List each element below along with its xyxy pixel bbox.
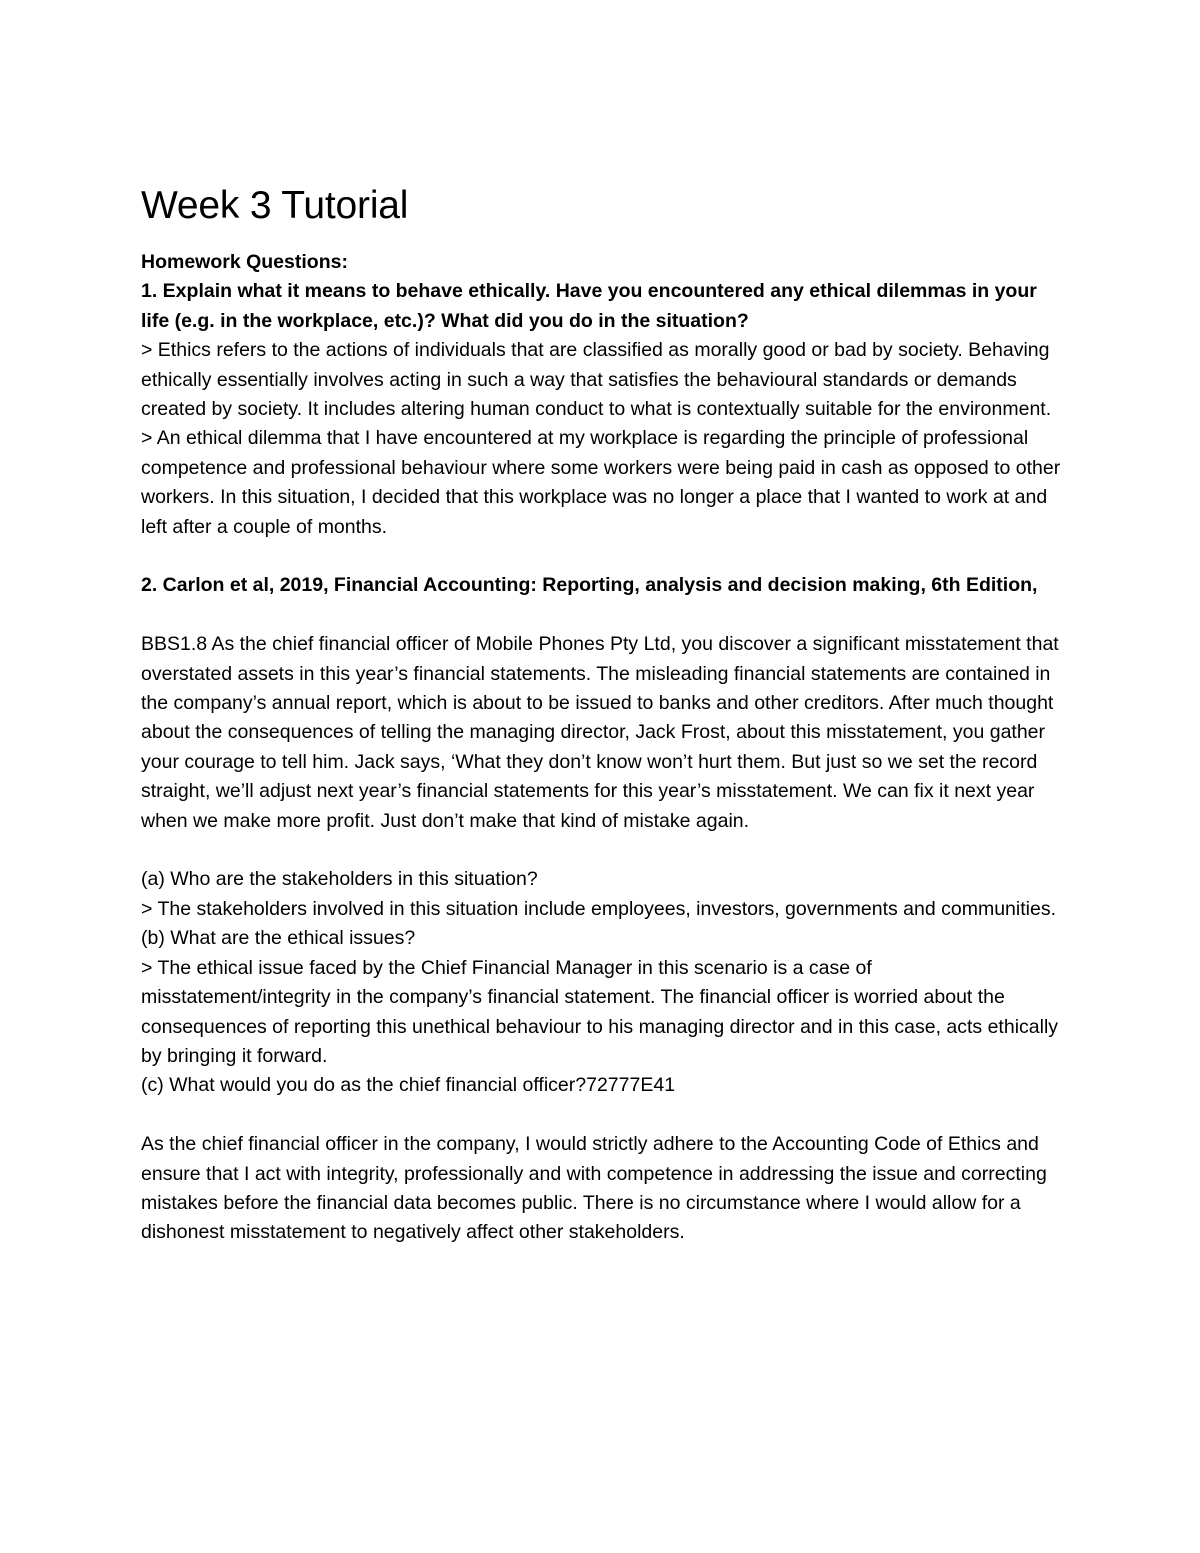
homework-heading: Homework Questions: — [141, 251, 348, 273]
document-page — [141, 178, 1061, 1248]
part-a-answer: > The stakeholders involved in this situation include employees, investors, governments and communities. — [141, 897, 1056, 920]
part-b-answer: > The ethical issue faced by the Chief Financial Manager in this scenario is a case of misstatement/integrity in the company’s financial statement. The financial officer is worried about the consequences of reporting this unethical behaviour to his managing director and in this case, acts ethically by bringing it forward. — [141, 956, 1059, 1067]
question-2-reference: 2. Carlon et al, 2019, Financial Accounting: Reporting, analysis and decision making, 6th Edition, — [141, 574, 1038, 597]
part-b-question: (b) What are the ethical issues? — [141, 927, 416, 950]
question-1: 1. Explain what it means to behave ethically. Have you encountered any ethical dilemmas in your life (e.g. in the workplace, etc.)? What did you do in the situation? — [141, 280, 1037, 332]
spacer — [141, 836, 1061, 865]
part-a-question: (a) Who are the stakeholders in this situation? — [141, 868, 538, 891]
question-1-answer-2: > An ethical dilemma that I have encountered at my workplace is regarding the principle of professional competence and professional behaviour where some workers were being paid in cash as opposed to other workers. In this situation, I decided that this workplace was no longer a place that I wanted to work at and left after a couple of months. — [141, 427, 1061, 538]
part-c-answer: As the chief financial officer in the company, I would strictly adhere to the Accounting Code of Ethics and ensure that I act with integrity, professionally and with competence in addressing the issue and correcting mistakes before the financial data becomes public. There is no circumstance where I would allow for a dishonest misstatement to negatively affect other stakeholders. — [141, 1133, 1047, 1244]
question-2-scenario: BBS1.8 As the chief financial officer of Mobile Phones Pty Ltd, you discover a significant misstatement that overstated assets in this year’s financial statements. The misleading financial statements are contained in the company’s annual report, which is about to be issued to banks and other creditors. After much thought about the consequences of telling the managing director, Jack Frost, about this misstatement, you gather your courage to tell him. Jack says, ‘What they don’t know won’t hurt them. But just so we set the record straight, we’ll adjust next year’s financial statements for this year’s misstatement. We can fix it next year when we make more profit. Just don’t make that kind of mistake again. — [141, 633, 1059, 832]
spacer — [141, 542, 1061, 571]
question-1-answer-1: > Ethics refers to the actions of individuals that are classified as morally good or bad by society. Behaving ethically essentially involves acting in such a way that satisfies the behavioural standards or demands created by society. It includes altering human conduct to what is contextually suitable for the environment. — [141, 339, 1052, 421]
part-c-question: (c) What would you do as the chief financial officer?72777E41 — [141, 1074, 676, 1097]
spacer — [141, 1101, 1061, 1130]
spacer — [141, 601, 1061, 630]
page-title: Week 3 Tutorial — [141, 184, 409, 227]
